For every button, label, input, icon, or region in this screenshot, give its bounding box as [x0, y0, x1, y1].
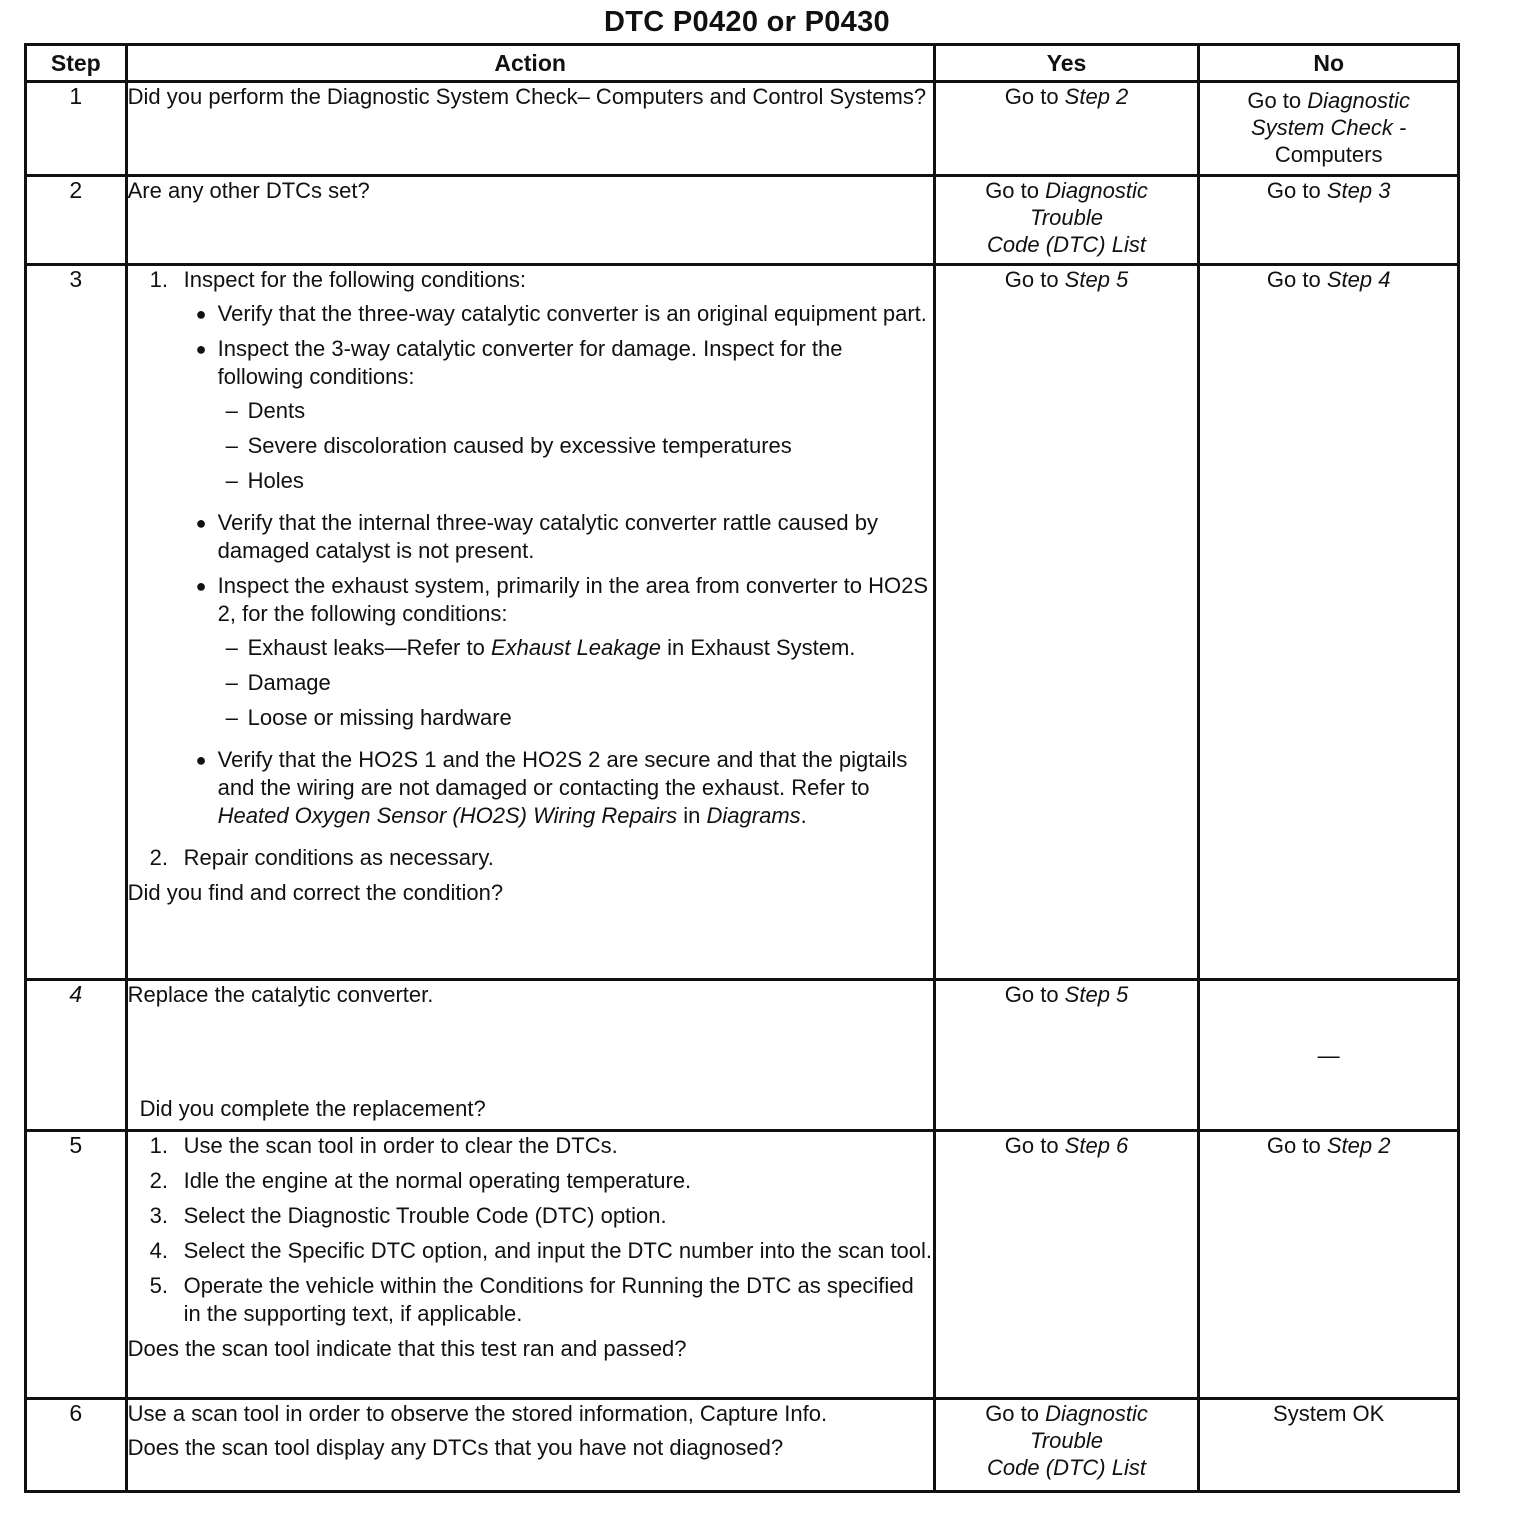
no-goto-link[interactable]: Diagnostic [1307, 88, 1410, 113]
yes-goto-link[interactable]: Step 5 [1064, 982, 1129, 1007]
item-text: Inspect for the following conditions: [183, 267, 527, 292]
table-row [26, 82, 1459, 176]
bullet-text: Verify that the internal three-way catalytic converter rattle caused by damaged catalyst is not present. [217, 510, 878, 563]
page-title: DTC P0420 or P0430 [604, 6, 890, 38]
item-number: 2. [149, 1168, 168, 1193]
yes-cell [934, 265, 1199, 980]
yes-goto-prefix: Go to [1004, 267, 1065, 292]
bullet-text: Inspect the exhaust system, primarily in the area from converter to HO2S 2, for the following conditions: [217, 573, 929, 626]
numbered-item [150, 266, 933, 837]
item-text: Select the Specific DTC option, and input the DTC number into the scan tool. [183, 1238, 933, 1263]
item-number: 4. [149, 1238, 168, 1263]
no-goto-prefix: Go to [1266, 267, 1327, 292]
yes-goto-prefix: Go to [985, 1401, 1046, 1426]
action-cell [126, 265, 934, 980]
dash-item: – Loose or missing hardware [225, 705, 512, 730]
table-row [26, 265, 1459, 980]
item-text: Repair conditions as necessary. [183, 845, 494, 870]
yes-goto-link[interactable]: Diagnostic [1045, 178, 1148, 203]
action-cell [126, 82, 934, 176]
yes-goto-link-cont2[interactable]: Code (DTC) List [987, 1455, 1146, 1480]
table-row [26, 1131, 1459, 1399]
numbered-item [150, 1132, 933, 1160]
yes-goto-link-cont[interactable]: Trouble [1030, 1428, 1103, 1453]
no-goto-link-cont[interactable]: System Check - [1251, 115, 1407, 140]
reference-link[interactable]: Exhaust Leakage [490, 635, 661, 660]
no-goto-prefix: Go to [1266, 1133, 1327, 1158]
bullet-icon: ● [195, 750, 207, 770]
item-number: 1. [149, 1133, 168, 1158]
item-number: 1. [149, 267, 168, 292]
bullet-icon: ● [195, 513, 207, 533]
numbered-item [150, 1272, 933, 1328]
yes-goto-link-cont[interactable]: Trouble [1030, 205, 1103, 230]
action-question: Did you complete the replacement? [139, 1096, 486, 1121]
yes-goto-prefix: Go to [1004, 982, 1065, 1007]
action-cell [126, 1399, 934, 1492]
header-action: Action [126, 45, 934, 82]
dash-text: Holes [247, 468, 304, 493]
dash-text: Loose or missing hardware [247, 705, 512, 730]
action-question: Did you find and correct the condition? [127, 880, 504, 905]
action-cell [126, 980, 934, 1131]
dash-item: – Holes [225, 468, 304, 493]
item-text: Select the Diagnostic Trouble Code (DTC) option. [183, 1203, 667, 1228]
step-number: 3 [26, 265, 127, 980]
table-row [26, 980, 1459, 1131]
item-text: Idle the engine at the normal operating temperature. [183, 1168, 692, 1193]
numbered-item [150, 1167, 933, 1195]
yes-goto-link[interactable]: Step 2 [1064, 84, 1129, 109]
dash-text-post: in Exhaust System. [661, 635, 856, 660]
action-cell [126, 176, 934, 265]
no-goto-prefix: Go to [1247, 88, 1308, 113]
header-step: Step [26, 45, 127, 82]
yes-cell [934, 980, 1199, 1131]
bullet-item [196, 509, 933, 565]
bullet-item [196, 335, 933, 502]
item-number: 2. [149, 845, 168, 870]
no-cell [1199, 980, 1459, 1131]
no-cell [1199, 176, 1459, 265]
item-number: 5. [149, 1273, 168, 1298]
table-header-row [26, 45, 1459, 82]
no-goto-link[interactable]: Step 3 [1326, 178, 1391, 203]
action-cell [126, 1131, 934, 1399]
item-text: Use the scan tool in order to clear the DTCs. [183, 1133, 618, 1158]
reference-link[interactable]: Diagrams [706, 803, 801, 828]
bullet-item [196, 746, 933, 830]
header-no: No [1199, 45, 1459, 82]
bullet-icon: ● [195, 304, 207, 324]
no-value: — [1317, 1042, 1340, 1068]
dash-text: Damage [247, 670, 331, 695]
dash-text: Exhaust leaks—Refer to [247, 635, 491, 660]
yes-cell [934, 1131, 1199, 1399]
reference-link[interactable]: Heated Oxygen Sensor (HO2S) Wiring Repairs [217, 803, 678, 828]
action-question: Does the scan tool indicate that this test ran and passed? [127, 1336, 687, 1361]
dash-text: Severe discoloration caused by excessive temperatures [247, 433, 792, 458]
diagnostic-table [24, 43, 1460, 1493]
yes-goto-link[interactable]: Diagnostic [1045, 1401, 1148, 1426]
step-number: 4 [26, 980, 127, 1131]
yes-cell [934, 1399, 1199, 1492]
numbered-item [150, 844, 933, 872]
no-cell [1199, 82, 1459, 176]
yes-goto-prefix: Go to [985, 178, 1046, 203]
no-cell [1199, 265, 1459, 980]
bullet-text: Verify that the three-way catalytic converter is an original equipment part. [217, 301, 927, 326]
yes-goto-link[interactable]: Step 5 [1064, 267, 1129, 292]
header-yes: Yes [934, 45, 1199, 82]
bullet-text-mid: in [677, 803, 707, 828]
item-text: Operate the vehicle within the Conditions for Running the DTC as specified in the supporting text, if applicable. [183, 1273, 914, 1326]
action-instruction: Replace the catalytic converter. [127, 982, 434, 1007]
bullet-item [196, 572, 933, 739]
step-number: 1 [26, 82, 127, 176]
dash-item: – Severe discoloration caused by excessive temperatures [225, 433, 792, 458]
no-cell [1199, 1399, 1459, 1492]
bullet-text: Inspect the 3-way catalytic converter for damage. Inspect for the following conditions: [217, 336, 843, 389]
step-number: 5 [26, 1131, 127, 1399]
step-number: 2 [26, 176, 127, 265]
no-cell [1199, 1131, 1459, 1399]
dash-text: Dents [247, 398, 306, 423]
dash-item: – Exhaust leaks—Refer to Exhaust Leakage in Exhaust System. [225, 635, 856, 660]
bullet-text-post: . [800, 803, 807, 828]
action-question: Does the scan tool display any DTCs that you have not diagnosed? [127, 1435, 784, 1460]
no-value: System OK [1273, 1401, 1385, 1426]
bullet-item [196, 300, 933, 328]
item-number: 3. [149, 1203, 168, 1228]
no-goto-prefix: Go to [1266, 178, 1327, 203]
no-goto-link[interactable]: Step 2 [1326, 1133, 1391, 1158]
step-number: 6 [26, 1399, 127, 1492]
bullet-icon: ● [195, 339, 207, 359]
dash-item: – Damage [225, 670, 331, 695]
numbered-item [150, 1237, 933, 1265]
bullet-text: Verify that the HO2S 1 and the HO2S 2 are secure and that the pigtails and the wiring are not damaged or contacting the exhaust. Refer to [217, 747, 908, 800]
no-goto-link[interactable]: Step 4 [1326, 267, 1391, 292]
yes-goto-prefix: Go to [1004, 1133, 1065, 1158]
dash-item: – Dents [225, 398, 306, 423]
bullet-icon: ● [195, 576, 207, 596]
yes-goto-prefix: Go to [1004, 84, 1065, 109]
numbered-item [150, 1202, 933, 1230]
table-row [26, 1399, 1459, 1492]
yes-cell [934, 176, 1199, 265]
action-question: Did you perform the Diagnostic System Check– Computers and Control Systems? [127, 84, 927, 109]
no-goto-link-cont2: Computers [1274, 142, 1383, 167]
action-question: Are any other DTCs set? [127, 178, 370, 203]
action-instruction: Use a scan tool in order to observe the stored information, Capture Info. [127, 1401, 828, 1426]
table-row [26, 176, 1459, 265]
yes-cell [934, 82, 1199, 176]
yes-goto-link[interactable]: Step 6 [1064, 1133, 1129, 1158]
yes-goto-link-cont2[interactable]: Code (DTC) List [987, 232, 1146, 257]
